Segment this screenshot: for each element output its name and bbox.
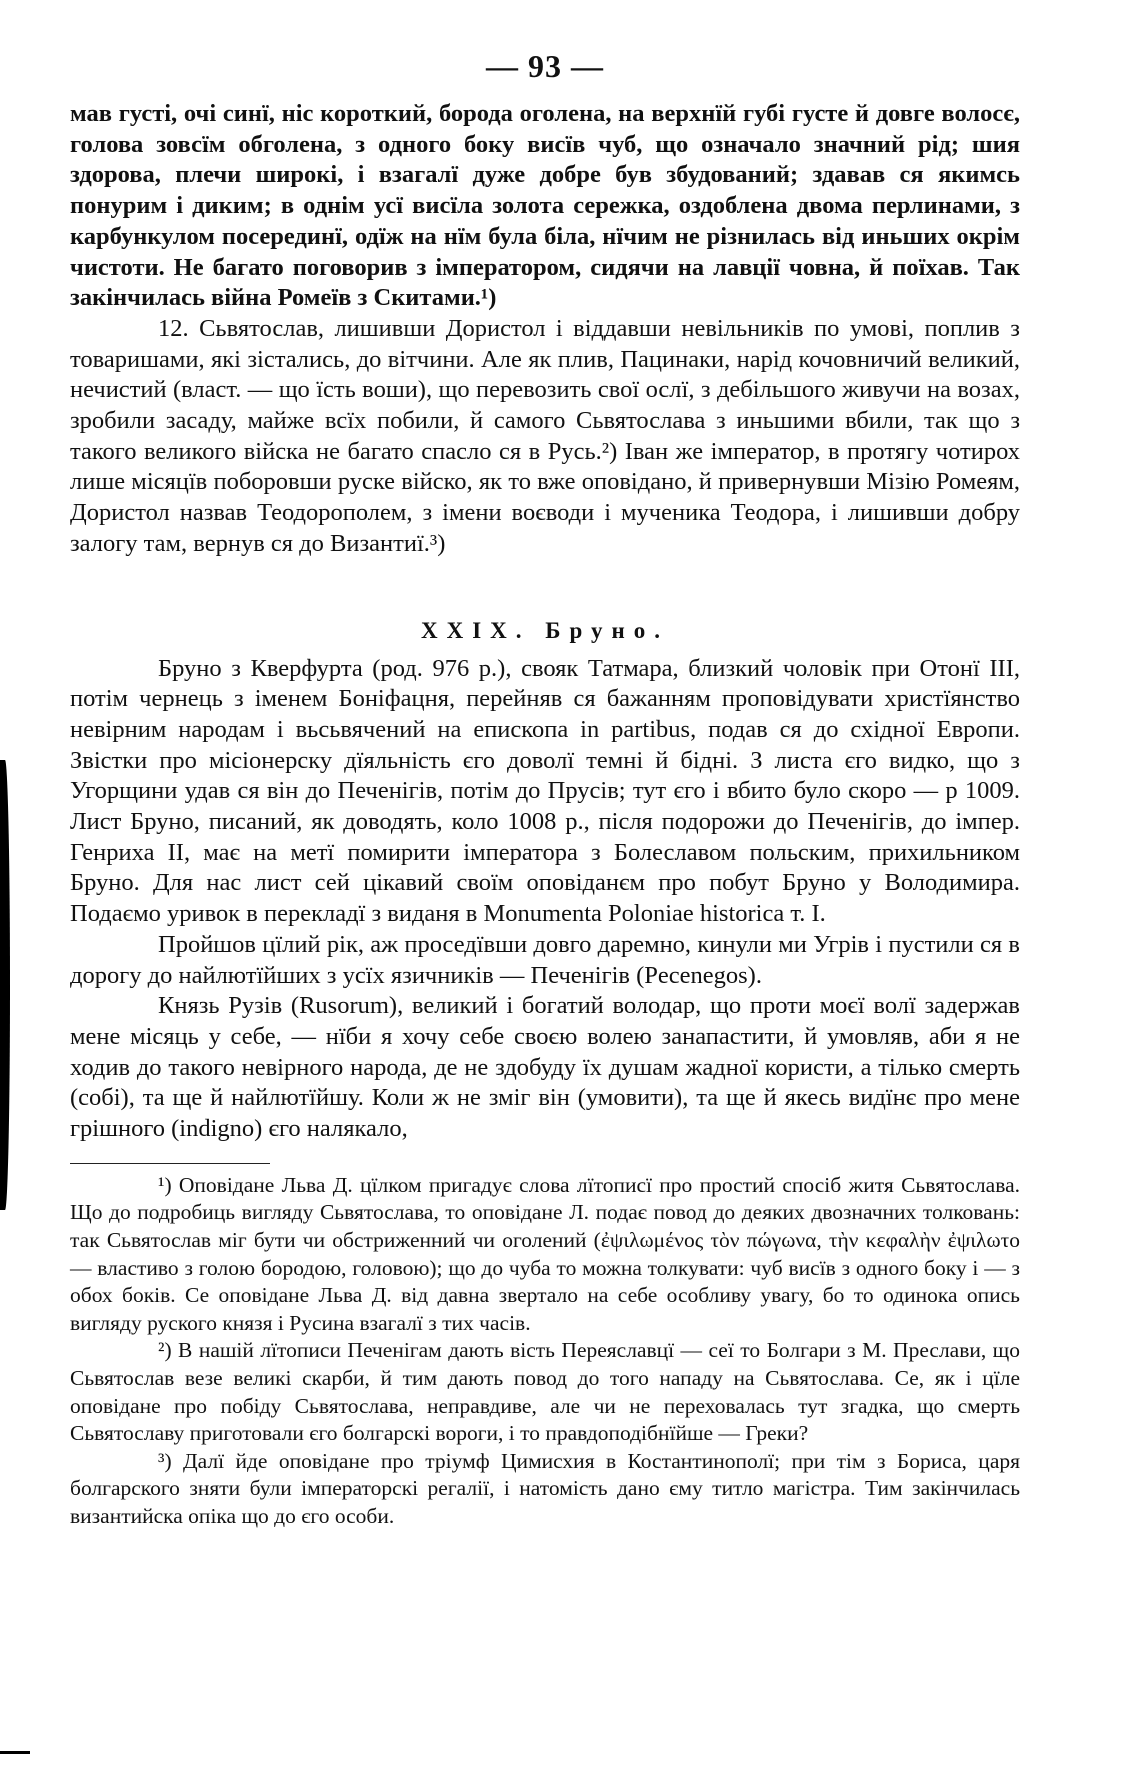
footnote-separator	[70, 1163, 270, 1164]
footnote-1: ¹) Оповідане Льва Д. цїлком пригадує слова лїтописї про простий спосіб житя Сьвятослава. Що до подробиць вигляду Сьвятослава, то оповідане Л. подає повод до деяких двозначних толковань: так Сьвятослав міг бути чи обстриженний чи оголений (ἐψιλωμένος τὸν πώγωνα, τὴν κεφαλὴν ἐψιλωτο — властиво з голою бородою, головою); що до чуба то можна толкувати: чуб висїв з одного боку і — з обох боків. Се оповідане Льва Д. від давна звертало на себе особливу увагу, бо то одинока опись вигляду руского князя і Русина взагалї з тих часів.	[70, 1172, 1020, 1335]
paragraph-bruno-intro: Бруно з Кверфурта (род. 976 р.), свояк Татмара, близкий чоловік при Отонї III, потім чернець з іменем Боніфацня, перейняв ся бажанням проповідувати христїянство невірним народам і вьсьвячений на епископа in partibus, подав ся до східної Европи. Звістки про місіонерску дїяльність єго доволї темні й бідні. З листа єго видко, що з Угорщини удав ся він до Печенігів, потім до Прусів; тут єго і вбито було скоро — р 1009. Лист Бруно, писаний, як доводять, коло 1008 р., після подорожи до Печенігів, до імпер. Генриха II, має на метї помирити імператора з Болеславом польским, прихильником Бруно. Для нас лист сей цікавий своїм оповіданєм про побут Бруно у Володимира. Подаємо уривок в перекладї з виданя в Monumenta Poloniae historica т. I.	[70, 654, 1020, 928]
page-number: — 93 —	[486, 48, 604, 84]
document-page	[70, 48, 1020, 1531]
footnote-2: ²) В нашій лїтописи Печенігам дають вість Переяславцї — сеї то Болгари з М. Преслави, що Сьвятослав везе великі скарби, й тим дають повод до того нападу на Сьвятослава. Се, як і цїле оповідане про побіду Сьвятослава, неправдиве, але чи не переховалась тут згадка, що смерть Сьвятославу приготовали єго болгарскі вороги, і то правдоподібнїйше — Греки?	[70, 1338, 1020, 1446]
scan-corner-mark	[0, 1751, 30, 1768]
paragraph-bruno-year: Пройшов цїлий рік, аж проседївши довго даремно, кинули ми Угрів і пустили ся в дорогу до найлютїйших з усїх язичників — Печенігів (Pecenegos).	[70, 930, 1020, 989]
scan-edge-shadow	[0, 760, 10, 1210]
paragraph-bruno-prince: Князь Рузів (Rusorum), великий і богатий володар, що проти моєї волї задержав мене місяць у себе, — нїби я хочу себе своєю волею занапастити, й умовляв, аби я не ходив до такого невірного народа, де не здобуду їх душам жадної користи, а тілько смерть (собі), та ще й найлютїйшу. Коли ж не зміг він (умовити), та ще й якесь видїнє про мене грішного (indigno) єго налякало,	[70, 992, 1020, 1143]
paragraph-svyatoslav-description: мав густі, очі синї, ніс короткий, борода оголена, на верхнїй губі густе й довге волосє, голова зовсїм обголена, з одного боку висїв чуб, що означало значний рід; шия здорова, плечи широкі, і взагалї дуже добре був збудований; здавав ся якимсь понурим і диким; в однім усї висїла золота сережка, оздоблена двома перлинами, з карбункулом посерединї, одїж на нїм була біла, нїчим не різнилась від иньших окрім чистоти. Не багато поговорив з імператором, сидячи на лавції човна, й поїхав. Так закінчилась війна Ромеїв з Скитами.¹)	[70, 100, 1020, 312]
section-heading-bruno: XXIX. Бруно.	[421, 617, 669, 643]
paragraph-section-12: 12. Сьвятослав, лишивши Дористол і віддавши невільників по умові, поплив з товаришами, які зістались, до вітчини. Але як плив, Пацинаки, нарід кочовничий великий, нечистий (власт. — що їсть воши), що перевозить свої ослї, з дебільшого живучи на возах, зробили засаду, майже всїх побили, й самого Сьвятослава з иньшими вбили, так що з такого великого війска не багато спасло ся в Русь.²) Іван же імператор, в протягу чотирох лише місяцїв поборовши руске війско, як то вже оповідано, й привернувши Мізію Ромеям, Дористол назвав Теодорополем, з імени воєводи і мученика Теодора, і лишивши добру залогу там, вернув ся до Византиї.³)	[70, 314, 1020, 557]
footnote-3: ³) Далї йде оповідане про тріумф Цимисхия в Костантинополї; при тім з Бориса, царя болгарского зняти були імператорскі регалії, і натомість дано єму титло магістра. Тим закінчилась византийска опіка що до єго особи.	[70, 1448, 1020, 1528]
